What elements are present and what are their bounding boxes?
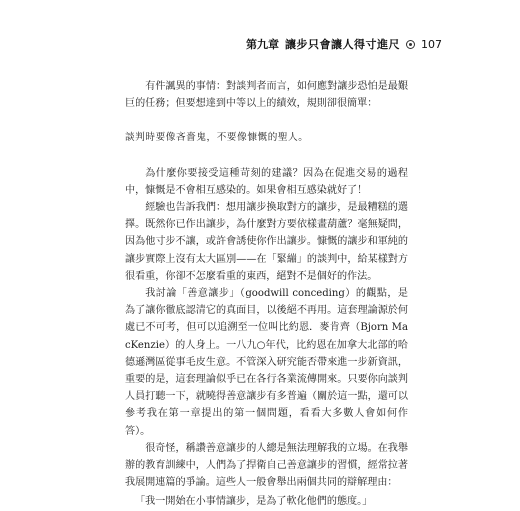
circle-dot-icon xyxy=(406,40,415,49)
running-header xyxy=(246,36,442,52)
paragraph-why: 為什麼你要接受這種苛刻的建議？因為在促進交易的過程中，慷慨是不會相互感染的。如果會相互感染就好了！ xyxy=(125,167,408,196)
chapter-label: 第九章 xyxy=(246,38,279,51)
paragraph-strange: 很奇怪，稱讚善意讓步的人總是無法理解我的立場。在我舉辦的教育訓練中，人們為了捍衛自己善意讓步的習慣，經常拉著我展開連篇的爭論。這些人一般會舉出兩個共同的辯解理由： xyxy=(125,442,408,489)
quote-rule: 談判時要像吝嗇鬼，不要像慷慨的聖人。 xyxy=(125,132,309,144)
chapter-title: 讓步只會讓人得寸進尺 xyxy=(285,38,400,51)
paragraph-experience: 經驗也告訴我們：想用讓步換取對方的讓步，是最糟糕的選擇。既然你已作出讓步，為什麼對方要依樣畫葫蘆？毫無疑問，因為他寸步不讓，或許會誘使你作出讓步。慷慨的讓步和軍純的讓步實際上沒有太大區別——在「緊繃」的談判中，給某樣對方很看重，你卻不怎麼看重的東西，絕對不是個好的作法。 xyxy=(125,202,408,282)
paragraph-intro: 有件諷異的事情：對談判者而言，如何應對讓步恐怕是最艱巨的任務；但要想達到中等以上的績效，規則卻很簡單： xyxy=(125,81,408,110)
quote-reason: 「我一開始在小事情讓步，是為了軟化他們的態度。」 xyxy=(135,496,373,508)
page-body xyxy=(125,78,408,511)
paragraph-goodwill: 我討論「善意讓步」（goodwill conceding）的觀點，是為了讓你徹底認清它的真面目，以後絕不再用。這套理論源於何處已不可考，但可以追溯至一位叫比約恩．麥肯齊（Bjorn MacKenzie）的人身上。一八九○年代，比約恩在加拿大北部的哈德遜灣區從事毛皮生意。不管深入研究能否帶來進一步新資訊，重要的是，這套理論似乎已在各行各業流傳開來。只要你向談判人員打聽一下，就曉得善意讓步有多普遍（關於這一點，還可以參考我在第一章提出的第一個問題，看看大多數人會如何作答）。 xyxy=(125,288,408,437)
page-number: 107 xyxy=(421,37,442,51)
